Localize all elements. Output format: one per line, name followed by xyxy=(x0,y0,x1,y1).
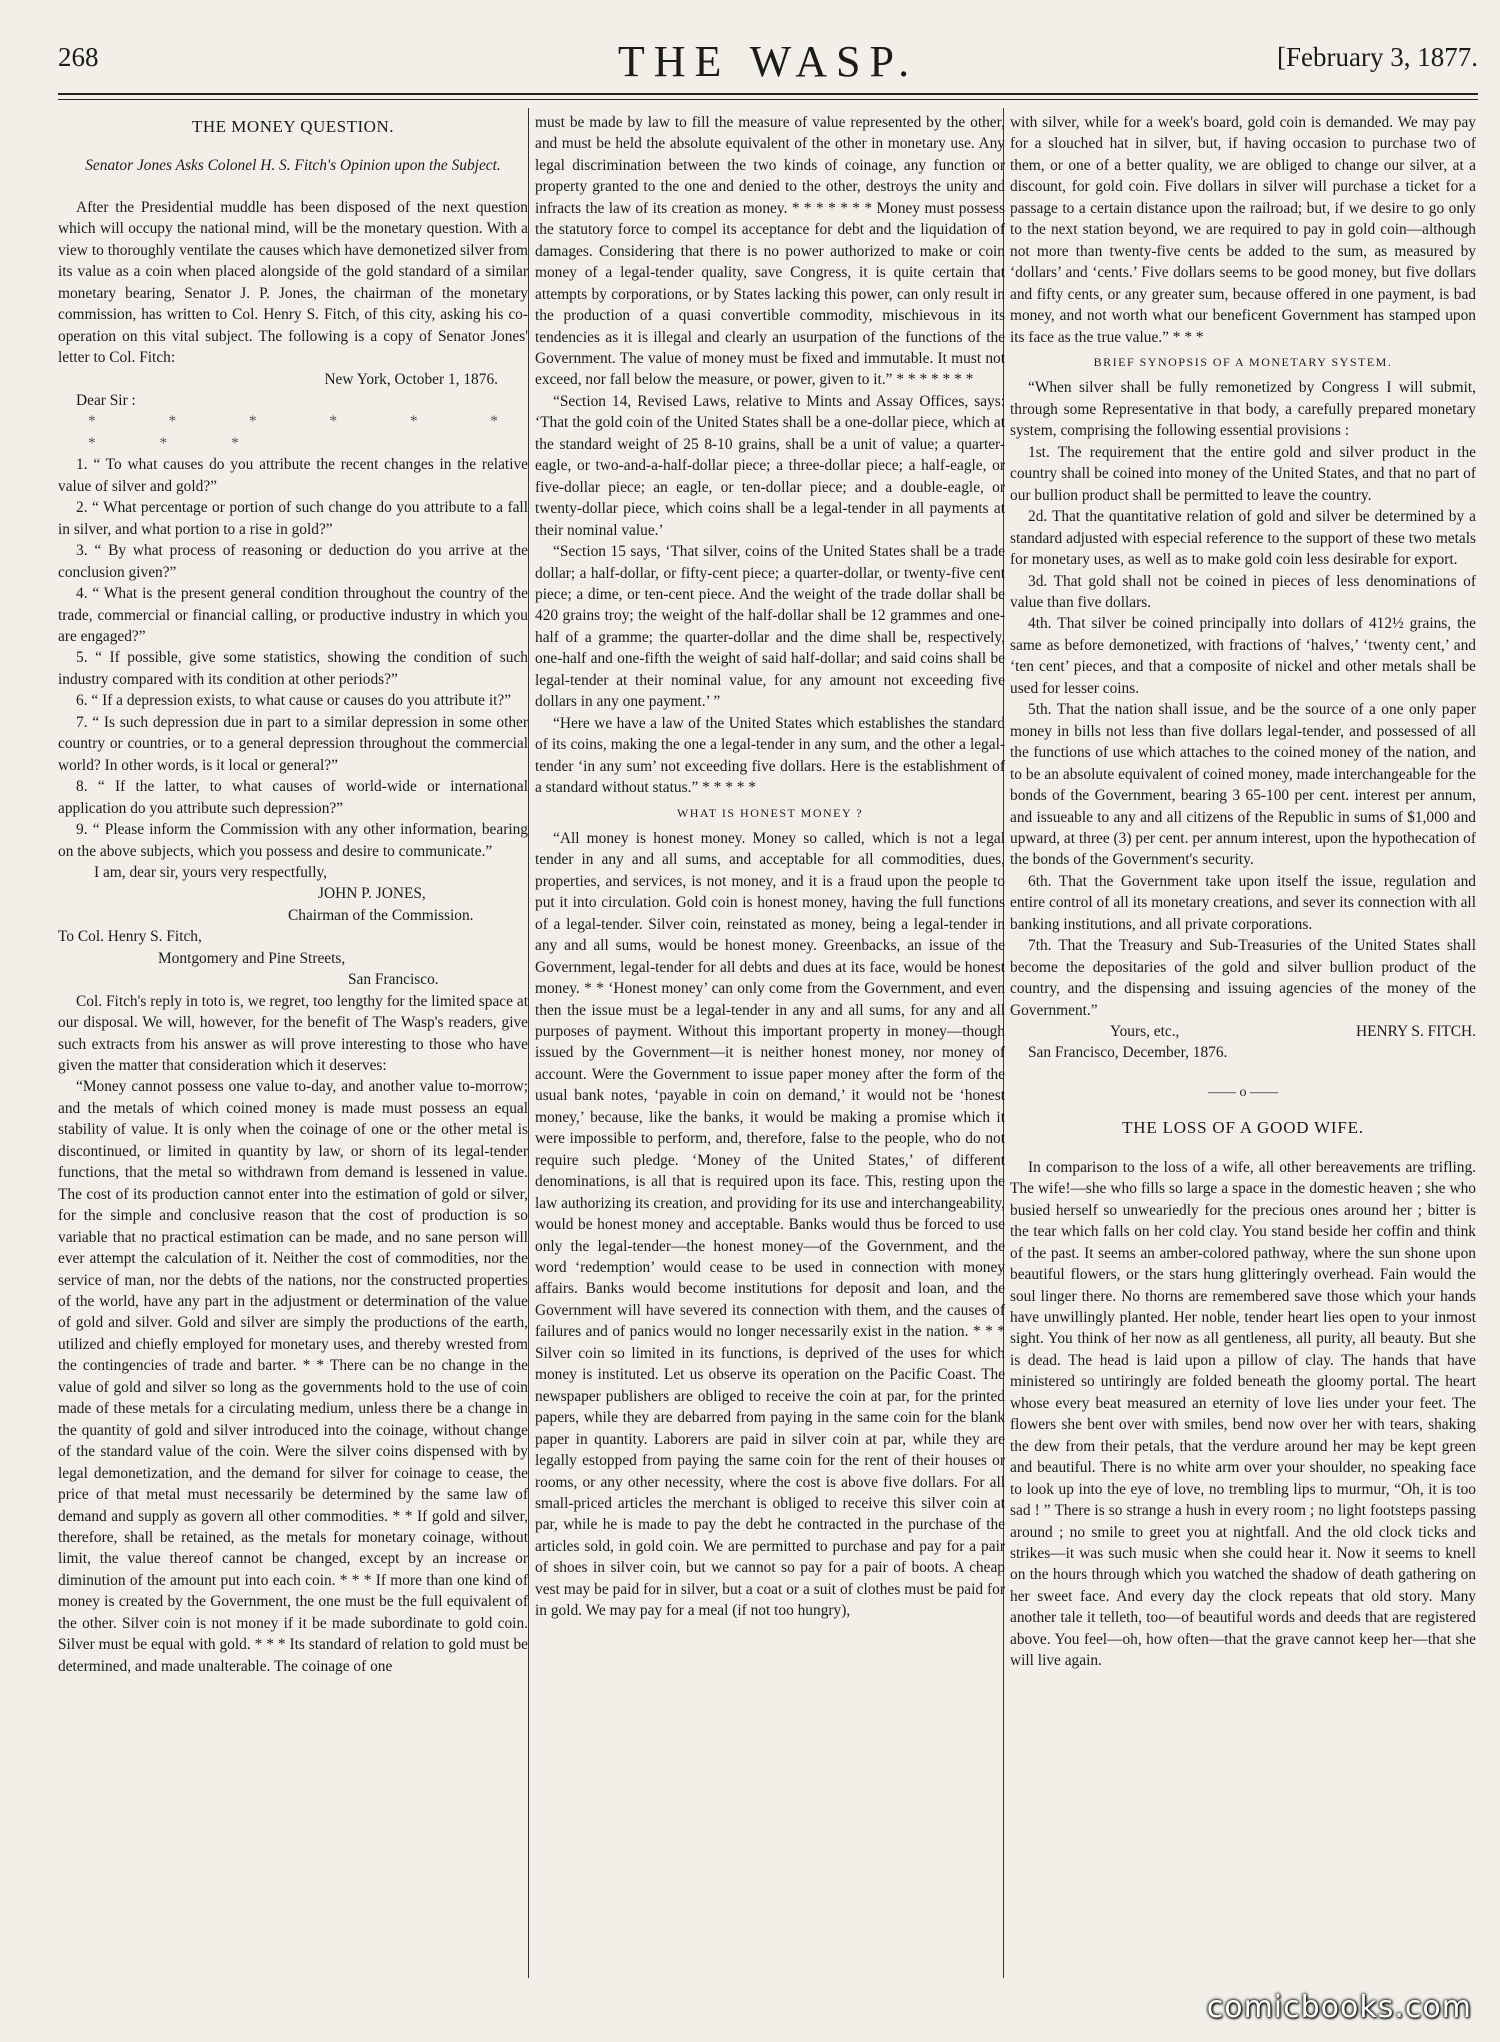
letter-dateline: New York, October 1, 1876. xyxy=(324,370,498,388)
reply-closing xyxy=(1010,1021,1476,1042)
ellipsis-stars: * * * * * * * * * xyxy=(88,413,528,452)
reply-paragraph: “Here we have a law of the United States which establishes the standard of its coins, making the one a legal-tender in any sum, and the other a legal-tender ‘in any sum’ not exceeding five dollars. Here is the establishment of a standard without status.” * * * * * xyxy=(535,714,1005,797)
letter-signer-title: Chairman of the Commission. xyxy=(288,906,474,924)
provision-item: 6th. That the Government take upon itself the issue, regulation and entire control of all its monetary creations, and sever its connection with all banking institutions, and all private corporations. xyxy=(1010,872,1476,933)
letter-closing: I am, dear sir, yours very respectfully, xyxy=(94,863,328,881)
reply-paragraph: with silver, while for a week's board, gold coin is demanded. We may pay for a slouched hat in silver, but, if having occasion to purchase two of them, or one of a better quality, we are obliged to change our silver, at a discount, for gold coin. Five dollars in silver will purchase a ticket for a passage to a certain distance upon the railroad; but, if we desire to go only to the next station beyond, we are required to pay in gold coin—although not more than twenty-five cents be added to the sum, as measured by ‘dollars’ and ‘cents.’ Five dollars seems to be good money, but five dollars and fifty cents, or any greater sum, because offered in one payment, is bad money, and not worth what our beneficent Government has stamped upon its face as the true value.” * * * xyxy=(1010,114,1476,346)
column-2 xyxy=(535,112,1005,1972)
reply-paragraph: “All money is honest money. Money so called, which is not a legal tender in any and all sums, and acceptable for all commodities, dues, properties, and services, is not money, and it is a fraud upon the people to put it into circulation. Gold coin is honest money, having the full functions of a legal-tender. Silver coin, reinstated as money, being a legal-tender in any and all sums, would be honest money. Greenbacks, an issue of the Government, legal-tender for all debts and dues at its face, would be honest money. * * ‘Honest money’ can only come from the Government, and even then the issue must be a legal-tender in any and all sums, for any and all purposes of payment. Without this important property in money—though issued by the Government—it is neither honest money, nor money of account. Were the Government to issue paper money after the form of the usual bank notes, ‘payable in coin on demand,’ it would not be ‘honest money,’ because, like the banks, it would be making a promise which it were impossible to perform, and, therefore, false to the people, who do not require such pledge. ‘Money of the United States,’ of different denominations, is all that is required upon its face. This, resting upon the law authorizing its creation, and providing for its use and interchangeability, would be honest money and acceptable. Banks would thus be forced to use only the legal-tender—the honest money—of the Government, and the word ‘redemption’ would cease to be used in connection with money affairs. Banks would become institutions for deposit and loan, and the Government will have severed its connection with them, and the causes of failures and of panics would no longer necessarily exist in the nation. * * * Silver coin so limited in its functions, is deprived of the uses for which money is instituted. Let us observe its operation on the Pacific Coast. The newspaper publishers are obliged to receive the coin at par, for the printed papers, while they are debarred from paying in the same coin for the blank paper in quantity. Laborers are paid in silver coin at par, while they are legally estopped from paying the same coin for the rent of their houses or rooms, or any other necessity, where the cost is above five dollars. For all small-priced articles the merchant is obliged to receive this silver coin at par, while he is made to pay the debt he contracted in the purchase of the articles sold, in gold coin. We are permitted to purchase and pay for a pair of shoes in silver coin, but we cannot so pay for a pair of boots. A cheap vest may be paid for in silver, but a coat or a suit of clothes must be paid for in gold. We may pay for a meal (if not too hungry), xyxy=(535,829,1005,1620)
question-item: 7. “ Is such depression due in part to a similar depression in some other country or countries, or to a general depression throughout the commercial world? In other words, is it local or general?” xyxy=(58,713,528,774)
article-headline: THE LOSS OF A GOOD WIFE. xyxy=(1122,1118,1364,1138)
article-paragraph: In comparison to the loss of a wife, all other bereavements are trifling. The wife!—she who fills so large a space in the domestic heaven ; she who busied herself so unweariedly for the precious ones around her ; bitter is the tear which falls on her cold clay. You stand beside her coffin and think of the past. It seems an amber-colored pathway, where the sun shone upon beautiful flowers, or the stars hung glitteringly overhead. Fain would the soul linger there. No thorns are remembered save those which your hands have unwillingly planted. Her noble, tender heart lies open to your inmost sight. You think of her now as all gentleness, all purity, all beauty. But she is dead. The head is laid upon a pillow of clay. The hands that have ministered so untiringly are folded beneath the gloomy portal. The heart whose every beat measured an eternity of love lies under your feet. The flowers she bent over with smiles, bend now over her with tears, shaking the dew from their petals, that the verdure around her may be kept green and beautiful. There is no white arm over your shoulder, no speaking face to look up into the eye of love, no trembling lips to murmur, “Oh, it is too sad ! ” There is so strange a hush in every room ; no light footsteps passing around ; no smile to greet you at nightfall. And the old clock ticks and strikes—it was such music when she could hear it. Now it seems to knell on the hours through which you watched the shadow of death gathering on her sweet face. And every day the clock repeats that old story. Many another tale it telleth, too—of beautiful words and deeds that are registered above. You feel—oh, how often—that the grave cannot keep her—that she will live again. xyxy=(1010,1158,1476,1670)
question-item: 1. “ To what causes do you attribute the recent changes in the relative value of silver and gold?” xyxy=(58,456,528,495)
reply-paragraph: “Section 15 says, ‘That silver, coins of the United States shall be a trade dollar; a half-dollar, or fifty-cent piece; a quarter-dollar, or twenty-five cent piece; a dime, or ten-cent piece. And the weight of the trade dollar shall be 420 grains troy; the weight of the half-dollar shall be 12 grammes and one-half of a gramme; the quarter-dollar and the dime shall be, respectively, one-half and one-fifth the weight of said half-dollar; and said coins shall be legal-tender at their nominal value, for any amount not exceeding five dollars in any one payment.’ ” xyxy=(535,543,1005,711)
column-1 xyxy=(58,112,528,1972)
masthead-rule-thin xyxy=(58,99,1478,100)
provision-item: 7th. That the Treasury and Sub-Treasuries of the United States shall become the depositaries of the gold and silver bullion product of the country, and the dispensing and issuing agencies of the money of the Government.” xyxy=(1010,937,1476,1019)
provision-item: 4th. That silver be coined principally into dollars of 412½ grains, the same as before demonetized, with fractions of ‘halves,’ ‘twenty cent,’ and ‘ten cent’ pieces, and that a composite of nickel and other metals shall be used for lesser coins. xyxy=(1010,615,1476,697)
reply-paragraph: must be made by law to fill the measure of value represented by the other, and must be held the absolute equivalent of the other in monetary use. Any legal discrimination between the two kinds of coinage, any function or property granted to the one and denied to the other, destroys the unity and infracts the law of its creation as money. * * * * * * * Money must possess the statutory force to compel its acceptance for debt and the liquidation of damages. Considering that there is no power authorized to make or coin money of a legal-tender quality, save Congress, it is quite certain that attempts by corporations, or by States lacking this power, can only result in the production of a quasi convertible commodity, mischievous in its tendencies as it is illegal and clearly an usurpation of the functions of the Government. The value of money must be fixed and immutable. It must not exceed, nor fall below the measure, or power, given to it.” * * * * * * * xyxy=(535,114,1005,389)
question-item: 8. “ If the latter, to what causes of world-wide or international application do you attribute such depression?” xyxy=(58,778,528,817)
section-subhead: BRIEF SYNOPSIS OF A MONETARY SYSTEM. xyxy=(1093,354,1393,369)
provision-item: 5th. That the nation shall issue, and be the source of a one only paper money in bills not less than five dollars legal-tender, and possessed of all the functions of use which attaches to the coined money of the nation, and to be an absolute equivalent of coined money, made interchangeable for the bonds of the Government, bearing 3 65-100 per cent. interest per annum, and issueable to any and all citizens of the Republic in sums of $1,000 and upward, at three (3) per cent. per annum interest, upon the hypothecation of the bonds of the Government's security. xyxy=(1010,701,1476,869)
reply-paragraph: “Money cannot possess one value to-day, and another value to-morrow; and the metals of which coined money is made must possess an equal stability of value. It is only when the coinage of one or the other metal is discontinued, or limited in quantity by law, or shorn of its legal-tender functions, that the metal so withdrawn from demand is lessened in value. The cost of its production cannot enter into the estimation of gold or silver, for the simple and conclusive reason that the cost of production is so variable that no practical estimation can be made, and no sane person will ever attempt the calculation of it. Neither the cost of commodities, nor the service of man, nor the debts of the nations, nor the constructed properties of the world, have any part in the adjustment or determination of the value of gold and silver. Gold and silver are simply the productions of the earth, utilized and chiefly employed for monetary uses, and thereby wrested from the contingencies of trade and barter. * * There can be no change in the value of gold and silver so long as the governments hold to the use of coin made of these metals for a circulating medium, unless there be a change in the quantity of gold and silver introduced into the coinage, without change of the standard value of the coin. Were the silver coins dispensed with by legal demonetization, and the demand for silver for coinage to cease, the price of that metal must necessarily be determined by the same law of demand and supply as govern all other commodities. * * If gold and silver, therefore, shall be retained, as the metals for monetary coinage, without limit, the value thereof cannot be changed, except by an increase or diminution of the amount put into each coin. * * * If more than one kind of money is created by the Government, the one must be the full equivalent of the other. Silver coin is not money if it be made subordinate to gold coin. Silver must be equal with gold. * * * Its standard of relation to gold must be determined, and made unalterable. The coinage of one xyxy=(58,1078,528,1675)
article-headline: THE MONEY QUESTION. xyxy=(192,117,394,136)
reply-place-date: San Francisco, December, 1876. xyxy=(1028,1044,1228,1062)
reply-intro: Col. Fitch's reply in toto is, we regret, too lengthy for the limited space at our disposal. We will, however, for the benefit of The Wasp's readers, give such extracts from his answer as will prove interesting to those who have given the matter that consideration which it deserves: xyxy=(58,992,528,1075)
masthead-rule xyxy=(58,93,1478,95)
divider-mark: o xyxy=(1239,1084,1247,1100)
provision-item: 2d. That the quantitative relation of gold and silver be determined by a standard adjusted with especial reference to the support of these two metals for monetary uses, as well as to make gold coin less desirable for export. xyxy=(1010,508,1476,569)
article-divider: —— o —— xyxy=(1208,1084,1278,1100)
provision-item: 1st. The requirement that the entire gold and silver product in the country shall be coined into money of the United States, and that no part of our bullion product shall be permitted to leave the country. xyxy=(1010,443,1476,504)
column-divider xyxy=(528,108,529,1978)
reply-yours: Yours, etc., xyxy=(1110,1023,1180,1041)
masthead xyxy=(58,36,1478,92)
question-item: 9. “ Please inform the Commission with any other information, bearing on the above subjects, which you possess and desire to communicate.” xyxy=(58,821,528,860)
letter-address-city: San Francisco. xyxy=(348,971,439,989)
letter-recipient: To Col. Henry S. Fitch, xyxy=(58,928,202,946)
letter-address: Montgomery and Pine Streets, xyxy=(158,949,346,967)
question-item: 4. “ What is the present general condition throughout the country of the trade, commercial or financial calling, or productive industry in which you are engaged?” xyxy=(58,585,528,645)
article-subheadline: Senator Jones Asks Colonel H. S. Fitch's Opinion upon the Subject. xyxy=(85,157,501,175)
letter-signer: JOHN P. JONES, xyxy=(318,885,426,903)
article-intro: After the Presidential muddle has been disposed of the next question which will occupy the national mind, will be the monetary question. With a view to thoroughly ventilate the causes which have demonetized silver from its value as a coin when placed alongside of the gold standard of a similar monetary bearing, Senator J. P. Jones, the chairman of the monetary commission, has written to Col. Henry S. Fitch, of this city, asking his co-operation on this vital subject. The following is a copy of Senator Jones' letter to Col. Fitch: xyxy=(58,198,528,367)
reply-paragraph: “When silver shall be fully remonetized by Congress I will submit, through some Representative in that body, a carefully prepared monetary system, comprising the following essential provisions : xyxy=(1010,379,1476,440)
page-number: 268 xyxy=(58,42,99,72)
provision-item: 3d. That gold shall not be coined in pieces of less denominations of value than five dollars. xyxy=(1010,572,1476,611)
question-item: 5. “ If possible, give some statistics, showing the condition of such industry compared with its condition at other periods?” xyxy=(58,649,528,688)
reply-signer: HENRY S. FITCH. xyxy=(1355,1023,1476,1041)
column-3 xyxy=(1010,112,1476,1972)
question-item: 6. “ If a depression exists, to what cause or causes do you attribute it?” xyxy=(76,692,512,710)
newspaper-title: THE WASP. xyxy=(617,37,919,86)
question-item: 3. “ By what process of reasoning or deduction do you arrive at the conclusion given?” xyxy=(58,542,528,581)
letter-salutation: Dear Sir : xyxy=(76,391,136,409)
reply-paragraph: “Section 14, Revised Laws, relative to Mints and Assay Offices, says: ‘That the gold coin of the United States shall be a one-dollar piece, which at the standard weight of 25 8-10 grains, shall be a unit of value; a quarter-eagle, or two-and-a-half-dollar piece; a three-dollar piece; a half-eagle, or five-dollar piece; an eagle, or ten-dollar piece; and a double-eagle, or twenty-dollar piece, which coins shall be a legal-tender in all payments at their nominal value.’ xyxy=(535,392,1005,539)
watermark: comicbooks.com xyxy=(1206,1990,1472,2025)
issue-date: [February 3, 1877. xyxy=(1277,42,1478,72)
section-subhead: WHAT IS HONEST MONEY ? xyxy=(676,805,864,820)
question-item: 2. “ What percentage or portion of such change do you attribute to a fall in silver, and what portion to a rise in gold?” xyxy=(58,499,528,538)
